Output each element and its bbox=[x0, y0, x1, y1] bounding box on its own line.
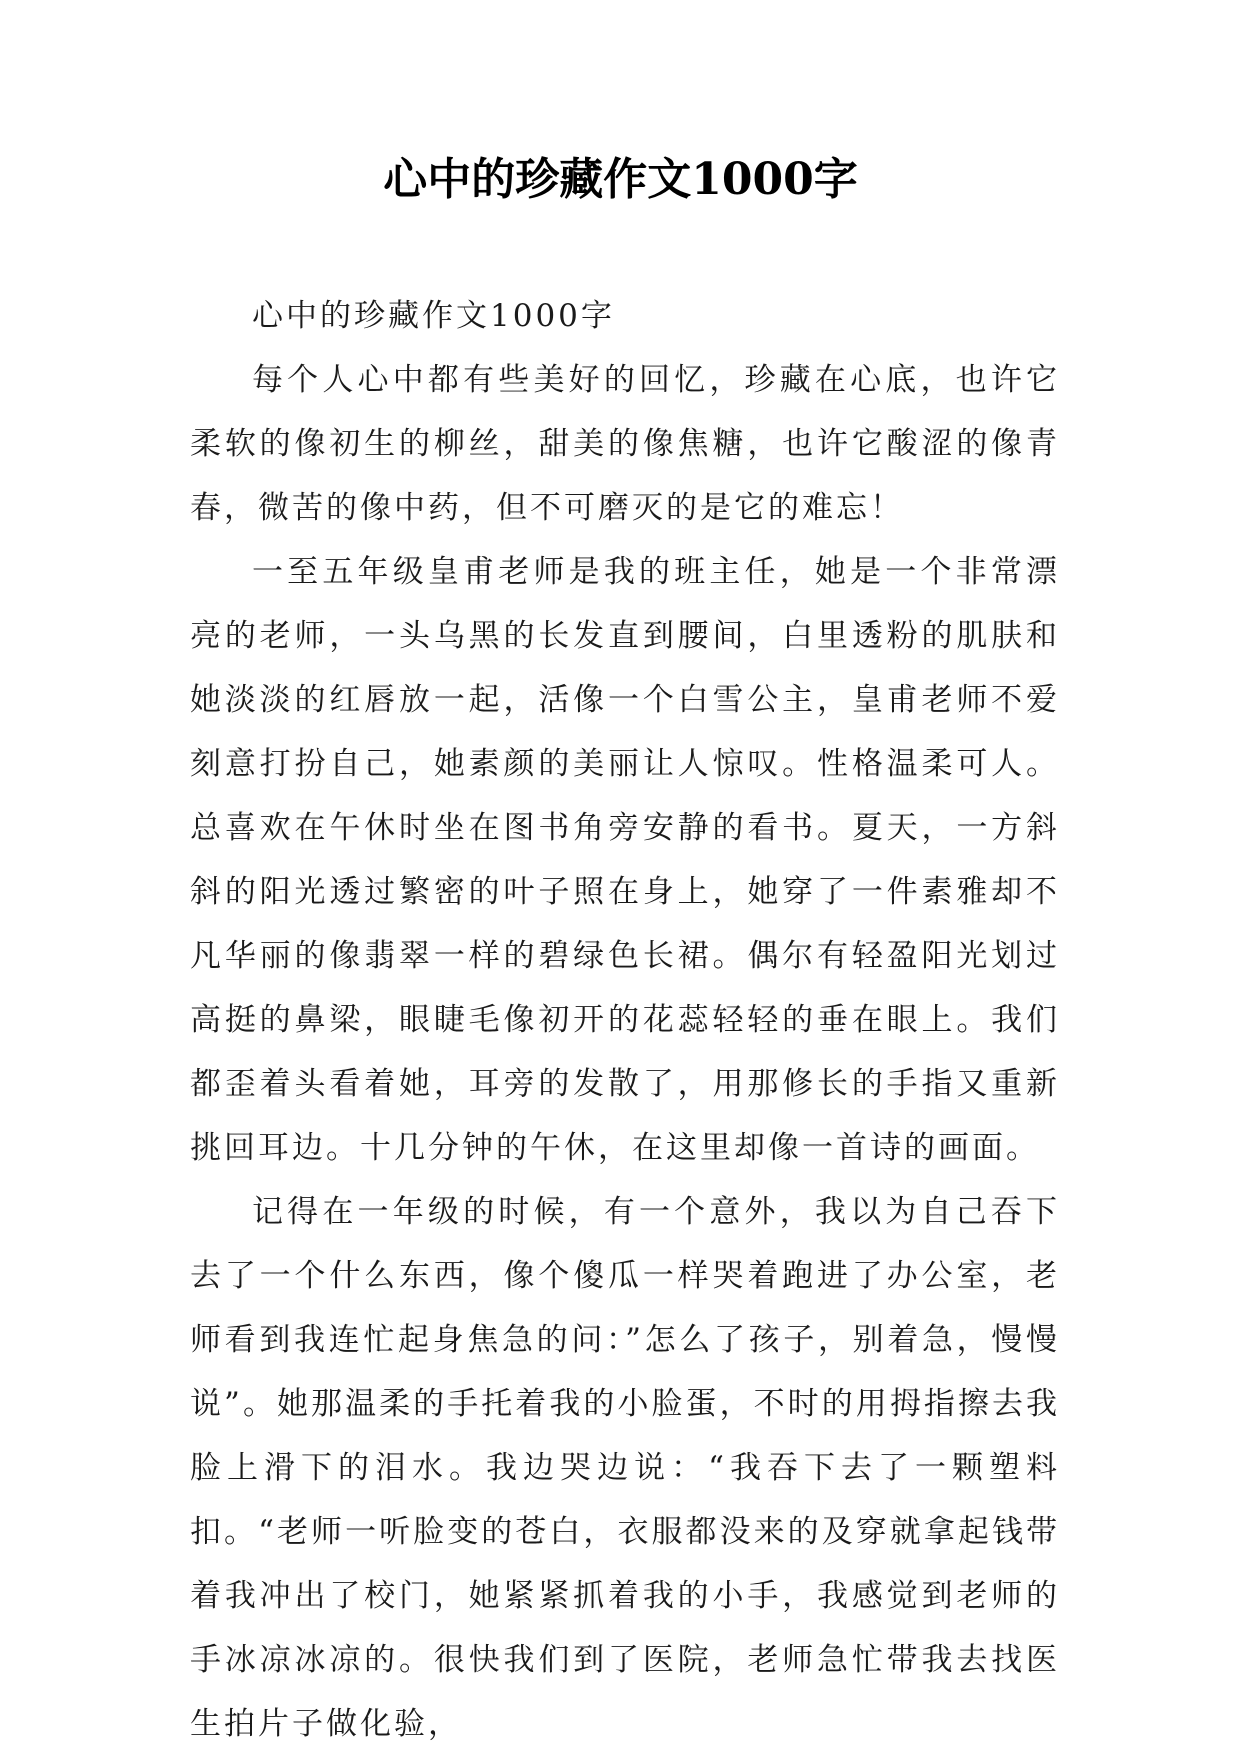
document-body bbox=[190, 284, 1060, 1756]
paragraph-memory: 记得在一年级的时候，有一个意外，我以为自己吞下去了一个什么东西，像个傻瓜一样哭着跑进了办公室，老师看到我连忙起身焦急的问：”怎么了孩子，别着急，慢慢说”。她那温柔的手托着我的小脸蛋，不时的用拇指擦去我脸上滑下的泪水。我边哭边说：“我吞下去了一颗塑料扣。“老师一听脸变的苍白，衣服都没来的及穿就拿起钱带着我冲出了校门，她紧紧抓着我的小手，我感觉到老师的手冰凉冰凉的。很快我们到了医院，老师急忙带我去找医生拍片子做化验， bbox=[190, 1194, 1060, 1742]
paragraph-subtitle: 心中的珍藏作文1000字 bbox=[252, 298, 615, 334]
document-title: 心中的珍藏作文1000字 bbox=[383, 154, 858, 205]
paragraph-teacher: 一至五年级皇甫老师是我的班主任，她是一个非常漂亮的老师，一头乌黑的长发直到腰间，白里透粉的肌肤和她淡淡的红唇放一起，活像一个白雪公主，皇甫老师不爱刻意打扮自己，她素颜的美丽让人惊叹。性格温柔可人。总喜欢在午休时坐在图书角旁安静的看书。夏天，一方斜斜的阳光透过繁密的叶子照在身上，她穿了一件素雅却不凡华丽的像翡翠一样的碧绿色长裙。偶尔有轻盈阳光划过高挺的鼻梁，眼睫毛像初开的花蕊轻轻的垂在眼上。我们都歪着头看着她，耳旁的发散了，用那修长的手指又重新挑回耳边。十几分钟的午休，在这里却像一首诗的画面。 bbox=[190, 554, 1060, 1166]
paragraph-intro: 每个人心中都有些美好的回忆，珍藏在心底，也许它柔软的像初生的柳丝，甜美的像焦糖，也许它酸涩的像青春，微苦的像中药，但不可磨灭的是它的难忘！ bbox=[190, 362, 1060, 526]
